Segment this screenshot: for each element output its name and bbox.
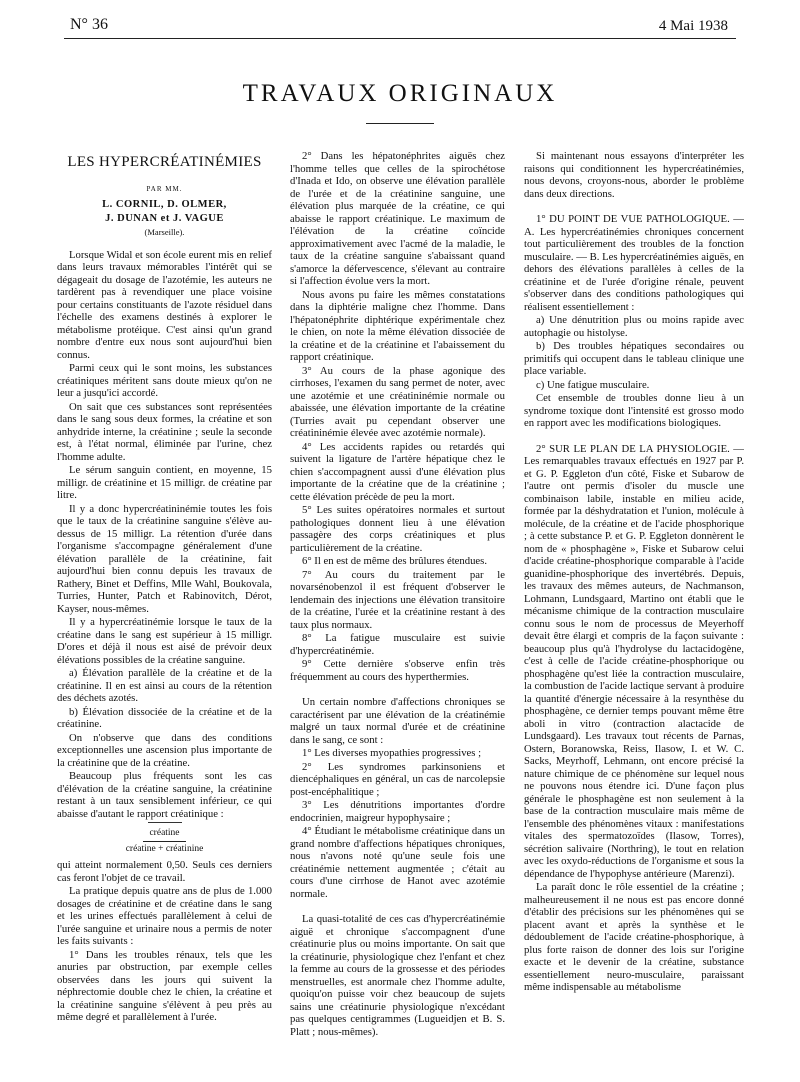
- paragraph: 1° Dans les troubles rénaux, tels que les anuries par obstruction, par exemple celles observées dans les jours qui suivent la néphrectomie double chez le chien, la créatine et la créatinine sanguine s'élèvent à peu près au même degré et parallèlement à l'urée.: [57, 948, 272, 1023]
- paragraph: 2° SUR LE PLAN DE LA PHYSIOLOGIE. — Les remarquables travaux effectués en 1927 par P. et G. P. Eggleton d'un côté, Fiske et Subarow de l'autre ont permis d'isoler du muscle une combinaison labile, instable en milieu acide, formée par la déshydratation et l'union, molécule à molécule, de la créatine et de l'acide phosphorique ; à cette substance P. et G. P. Eggleton donnèrent le nom de « phosphagène », Fiske et Subarow celui d'acide créatine-phosphorique comparable à l'acide guanidine-phosphorique des invertébrés. Depuis, les travaux des mêmes auteurs, de Nachmanson, Lohmann, Lundsgaard, Martino ont établi que le mécanisme chimique de la contraction musculaire connu sous le nom de processus de Meyerhoff devait être élargi et compris de la façon suivante : beaucoup plus qu'à l'hydrolyse du lactacidogène, c'est à celle de l'acide créatine-phosphorique ou phosphagène qu'est liée la contraction musculaire, la combustion de l'acide lactique servant à produire la quantité d'énergie nécessaire à la resynthèse du phosphagène, ce dernier temps pouvant même être aboli in vitro (contraction alactacide de Lundsgaard). Les travaux tout récents de Parnas, Ostern, Boranowska, Reiss, Ilasow, I. et W. C. Sacks, Meyrhoff, Lehmann, ont encore précisé la nature chimique de ce phénomène sur lequel nous ne pouvons nous étendre ici. D'une façon plus générale le phosphagène est non seulement à la base de la contraction musculaire mais même de l'ensemble des phénomènes vitaux : manifestations vitales des spermatozoïdes (Ilasow, Torres), sécrétion salivaire (Northring), le tout en relation avec les oxydo-réductions de l'organisme et sous la dépendance de l'hypophyse antérieure (Marenzi).: [524, 442, 744, 880]
- article-title: LES HYPERCRÉATINÉMIES: [67, 154, 262, 170]
- paragraph: On sait que ces substances sont représentées dans le sang sous deux formes, la créatine et son anhydride interne, la créatinine ; seule la seconde est, à l'état normal, éliminée par l'urine, chez l'homme adulte.: [57, 400, 272, 463]
- formula-numerator: créatine: [143, 827, 185, 842]
- paragraph: Parmi ceux qui le sont moins, les substances créatiniques méritent sans doute mieux qu'on ne leur a jusqu'ici accordé.: [57, 362, 272, 399]
- authors-prefix: PAR MM.: [146, 184, 183, 193]
- header-rule: [64, 38, 736, 39]
- column-1: [57, 150, 272, 1025]
- title-rule: [366, 123, 434, 124]
- paragraph-gap: [524, 201, 744, 213]
- paragraph: Lorsque Widal et son école eurent mis en relief dans leurs travaux mémorables l'intérêt qui se dégageait du dosage de l'azotémie, les auteurs ne tardèrent pas à revendiquer une place voisine pour certains constituants de l'azote résiduel dans l'échelle des examens destinés à explorer le métabolisme protéique. C'est ainsi qu'un grand nombre d'entre eux nous sont aujourd'hui bien connus.: [57, 248, 272, 361]
- formula-rule: [148, 822, 182, 823]
- paragraph: La pratique depuis quatre ans de plus de 1.000 dosages de créatinine et de créatine dans le sang et les urines effectués parallèlement à celui de l'urée sanguine et urinaire nous a permis de noter les faits suivants :: [57, 885, 272, 947]
- paragraph: qui atteint normalement 0,50. Seuls ces derniers cas feront l'objet de ce travail.: [57, 859, 272, 884]
- paragraph: 7° Au cours du traitement par le novarsénobenzol il est fréquent d'observer le lendemain des injections une élévation transitoire de la créatine, l'urée et la créatinine restant à des taux plus normaux.: [290, 568, 505, 631]
- paragraph: Il y a donc hypercréatininémie toutes les fois que le taux de la créatinine sanguine s'élève au-dessus de 15 milligr. La rétention d'urée dans l'organisme s'accompagne généralement d'une élévation parallèle de la créatinine, fait aujourd'hui bien connu depuis les travaux de Rathery, Binet et Deffins, Mlle Wahl, Boukovala, Turries, Hunter, Patch et Rabinovitch, Dérot, Kayser, nous-mêmes.: [57, 502, 272, 615]
- paragraph: b) Des troubles hépatiques secondaires ou primitifs qui occupent dans le tableau clinique une place variable.: [524, 340, 744, 377]
- issue-number: N° 36: [70, 16, 108, 33]
- paragraph: 2° Les syndromes parkinsoniens et diencéphaliques en général, un cas de narcolepsie post-encéphalitique ;: [290, 760, 505, 798]
- column-3: [524, 150, 744, 995]
- paragraph: c) Une fatigue musculaire.: [536, 378, 650, 391]
- paragraph: Nous avons pu faire les mêmes constatations dans la diphtérie maligne chez l'homme. Dans l'hépatonéphrite diphtérique expérimentale chez le chien, on note la même élévation dissociée de la créatine et de la créatinine et l'abaissement du rapport créatinique.: [290, 288, 505, 363]
- paragraph-gap: [290, 901, 505, 913]
- paragraph: Cet ensemble de troubles donne lieu à un syndrome toxique dont l'intensité est grosso modo en rapport avec les modifications biologiques.: [524, 392, 744, 429]
- paragraph: Si maintenant nous essayons d'interpréter les raisons qui conditionnent les hypercréatinémies, nous devons, croyons-nous, aborder le problème dans deux directions.: [524, 150, 744, 200]
- paragraph: La paraît donc le rôle essentiel de la créatine ; malheureusement il ne nous est pas encore donné d'établir des précisions sur les phénomènes qui se placent avant et après la synthèse et le dédoublement de l'acide créatine-phosphorique, à plus forte raison de donner des lois sur l'origine exacte et le devenir de la créatine, substance essentiellement neuro-musculaire, paraissant même indispensable au métabolisme: [524, 881, 744, 993]
- paragraph: 5° Les suites opératoires normales et surtout pathologiques donnent lieu à une élévation passagère des corps créatiniques et plus particulièrement de la créatine.: [290, 504, 505, 554]
- paragraph: 9° Cette dernière s'observe enfin très fréquemment au cours des hyperthermies.: [290, 658, 505, 683]
- paragraph: a) Élévation parallèle de la créatine et de la créatinine. Il en est ainsi au cours de la rétention des déchets azotés.: [57, 667, 272, 704]
- paragraph: 1° Les diverses myopathies progressives ;: [302, 747, 482, 759]
- paragraph: 4° Les accidents rapides ou retardés qui suivent la ligature de l'artère hépatique chez le chien s'accompagnent aussi d'une élévation plus importante de la créatine que de la créatinine ; cette élévation précède de peu la mort.: [290, 440, 505, 503]
- column-2: [290, 150, 505, 1039]
- paragraph-gap: [524, 431, 744, 443]
- section-title: TRAVAUX ORIGINAUX: [242, 80, 558, 107]
- paragraph: b) Élévation dissociée de la créatine et de la créatinine.: [57, 705, 272, 730]
- paragraph: Un certain nombre d'affections chroniques se caractérisent par une élévation de la créatinémie malgré un taux normal d'urée et de créatinine dans le sang, ce sont :: [290, 696, 505, 746]
- paragraph-gap: [290, 684, 505, 696]
- paragraph: Beaucoup plus fréquents sont les cas d'élévation de la créatine sanguine, la créatinine restant à un taux sensiblement inférieur, ce qui abaisse d'autant le rapport créatinique :: [57, 770, 272, 820]
- paragraph: 6° Il en est de même des brûlures étendues.: [302, 555, 488, 567]
- paragraph: Il y a hypercréatinémie lorsque le taux de la créatine dans le sang est supérieur à 15 milligr. D'ores et déjà il nous est aisé de prévoir deux élévations possibles de la créatine sanguine.: [57, 616, 272, 666]
- authors-line-2: J. DUNAN et J. VAGUE: [105, 213, 224, 224]
- paragraph: 3° Les dénutritions importantes d'ordre endocrinien, maigreur hypophysaire ;: [290, 799, 505, 824]
- authors-line-1: L. CORNIL, D. OLMER,: [102, 199, 227, 210]
- paragraph: 4° Étudiant le métabolisme créatinique dans un grand nombre d'affections hépatiques chroniques, nous n'avons noté qu'une seule fois une créatinémie nettement augmentée ; c'était au cours d'une cirrhose de Hanot avec azotémie normale.: [290, 825, 505, 900]
- paragraph: La quasi-totalité de ces cas d'hypercréatinémie aiguë et chronique s'accompagnent d'une créatinurie plus ou moins importante. On sait que la créatinurie, physiologique chez l'enfant et chez la femme au cours de la grossesse et des périodes menstruelles, est anormale chez l'homme adulte, quoiqu'on puisse voir chez beaucoup de sujets sains une créatinurie physiologique n'excédant pas quelques centigrammes (Lugueidjen et B. S. Platt ; nous-mêmes).: [290, 913, 505, 1038]
- paragraph: On n'observe que dans des conditions exceptionnelles une ascension plus importante de la créatinine que de la créatine.: [57, 731, 272, 769]
- paragraph: 1° DU POINT DE VUE PATHOLOGIQUE. — A. Les hypercréatinémies chroniques concernent tout particulièrement des troubles de la fonction musculaire. — B. Les hypercréatinémies aiguës, en dehors des élévations parallèles à celles de la créatinine et de l'urée d'origine rénale, peuvent s'observer dans des conditions pathologiques qui réalisent essentiellement :: [524, 213, 744, 313]
- paragraph: 3° Au cours de la phase agonique des cirrhoses, l'examen du sang permet de noter, avec une azotémie et une créatininémie normale ou abaissée, une élévation importante de la créatine (Turries avait pu cependant observer une créatininémie élevée avec azotémie normale).: [290, 364, 505, 439]
- paragraph: Le sérum sanguin contient, en moyenne, 15 milligr. de créatinine et 15 milligr. de créatine par litre.: [57, 464, 272, 501]
- formula-denominator: créatine + créatinine: [125, 843, 204, 854]
- paragraph: 2° Dans les hépatonéphrites aiguës chez l'homme telles que celles de la spirochétose d'Inada et Ido, on observe une élévation parallèle de l'urée et de la créatinine sanguine, une élévation plus marquée de la créatine, ce qui abaisse le rapport créatinique. Le maximum de l'élévation de la créatine coïncide approximativement avec l'acmé de la maladie, le taux de la créatine sanguine s'abaissant quand s'amorce la défervescence, s'élevant au contraire si l'affection évolue vers la mort.: [290, 150, 505, 287]
- authors-place: (Marseille).: [144, 227, 185, 237]
- paragraph: a) Une dénutrition plus ou moins rapide avec autophagie ou histolyse.: [524, 314, 744, 339]
- creatinine-ratio-formula: [57, 827, 272, 855]
- paragraph: 8° La fatigue musculaire est suivie d'hypercréatinémie.: [290, 632, 505, 657]
- issue-date: 4 Mai 1938: [658, 18, 728, 34]
